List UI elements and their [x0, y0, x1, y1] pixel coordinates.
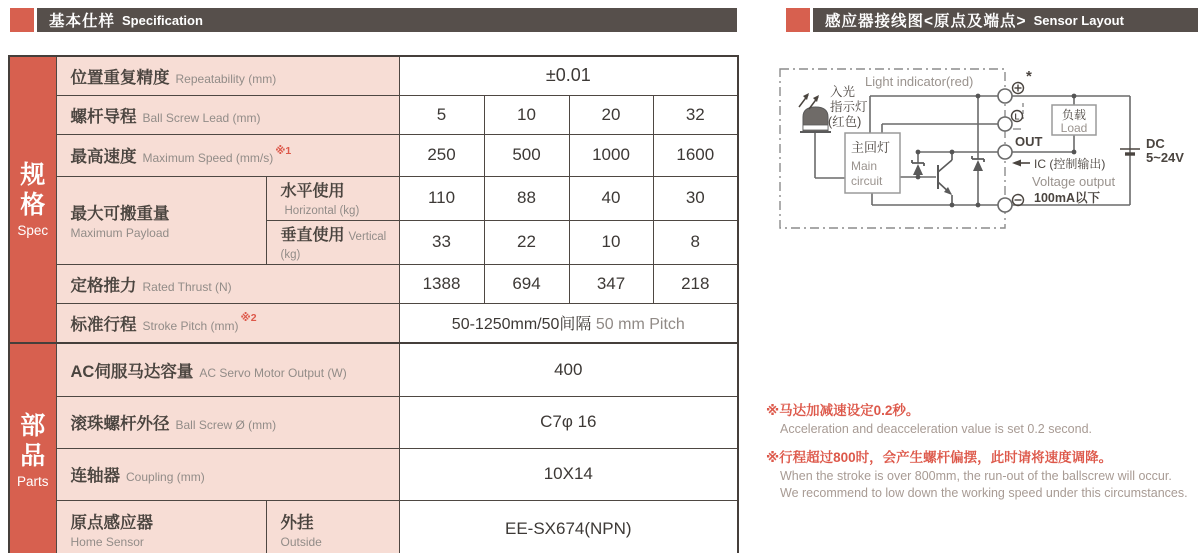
- svg-text:L: L: [1014, 112, 1020, 122]
- value-vertical-2: 10: [569, 220, 653, 264]
- row-rated-thrust: [9, 264, 738, 303]
- row-payload-horizontal: [9, 176, 738, 220]
- note-1-zh: ※马达加减速设定0.2秒。: [766, 403, 920, 418]
- value-speed-2: 1000: [569, 134, 653, 176]
- current-limit-label: 100mA以下: [1034, 191, 1100, 205]
- circle-minus-icon: [1013, 195, 1024, 206]
- row-max-speed: [9, 134, 738, 176]
- note-2: [766, 448, 1200, 501]
- load-zh: 负载: [1061, 108, 1087, 122]
- label-ball-screw-od: 滚珠螺杆外径 Ball Screw Ø (mm): [56, 396, 399, 448]
- value-speed-1: 500: [484, 134, 569, 176]
- row-coupling: [9, 448, 738, 500]
- main-circuit-en-1: Main: [851, 159, 878, 173]
- note-ref-1: ※1: [275, 144, 292, 157]
- circle-plus-icon: [1013, 83, 1024, 94]
- dc-label-2: 5~24V: [1146, 150, 1184, 165]
- section-parts: 部品 Parts: [9, 343, 56, 553]
- value-coupling: 10X14: [399, 448, 738, 500]
- value-horizontal-3: 30: [653, 176, 738, 220]
- value-motor-output: 400: [399, 343, 738, 396]
- value-lead-3: 32: [653, 95, 738, 134]
- asterisk-mark: *: [1026, 68, 1032, 85]
- value-lead-2: 20: [569, 95, 653, 134]
- value-thrust-1: 694: [484, 264, 569, 303]
- label-repeatability: 位置重复精度 Repeatability (mm): [56, 56, 399, 95]
- value-thrust-0: 1388: [399, 264, 484, 303]
- sensor-layout-title-en: Sensor Layout: [1033, 12, 1124, 28]
- note-1: [766, 401, 1200, 437]
- spec-table: [8, 55, 739, 553]
- specification-title-zh: 基本仕样: [49, 13, 116, 30]
- light-zh-3: (红色): [828, 115, 862, 129]
- label-home-sensor: 原点感应器 Home Sensor: [56, 500, 266, 553]
- red-square-icon: [786, 8, 810, 32]
- value-lead-1: 10: [484, 95, 569, 134]
- specification-header: [10, 8, 737, 32]
- value-horizontal-2: 40: [569, 176, 653, 220]
- note-ref-2: ※2: [240, 312, 257, 325]
- value-vertical-3: 8: [653, 220, 738, 264]
- value-thrust-3: 218: [653, 264, 738, 303]
- value-speed-3: 1600: [653, 134, 738, 176]
- label-ball-screw-lead: 螺杆导程 Ball Screw Lead (mm): [56, 95, 399, 134]
- label-stroke-pitch: 标准行程 Stroke Pitch (mm)$^{※2}$: [56, 303, 399, 343]
- row-ball-screw-od: [9, 396, 738, 448]
- load-en: Load: [1060, 121, 1088, 135]
- row-home-sensor: [9, 500, 738, 553]
- row-motor-output: [9, 343, 738, 396]
- specification-title-en: Specification: [122, 12, 203, 28]
- value-vertical-0: 33: [399, 220, 484, 264]
- out-terminal: [998, 145, 1012, 159]
- row-repeatability: [9, 56, 738, 95]
- value-speed-0: 250: [399, 134, 484, 176]
- ic-label: IC (控制输出): [1034, 157, 1106, 171]
- sensor-wiring-diagram: [770, 55, 1200, 252]
- dc-label-1: DC: [1146, 136, 1165, 151]
- zener-diode-icon: [912, 152, 924, 177]
- note-1-en: Acceleration and deacceleration value is set 0.2 second.: [780, 421, 1092, 436]
- footnotes: [766, 401, 1200, 513]
- label-coupling: 连轴器 Coupling (mm): [56, 448, 399, 500]
- label-horizontal: 水平使用Horizontal (kg): [266, 176, 399, 220]
- circle-l-icon: [1012, 111, 1023, 122]
- led-indicator-icon: [800, 107, 831, 132]
- transistor-symbol: [938, 152, 952, 205]
- sensor-layout-header: [786, 8, 1198, 32]
- value-home-sensor: EE-SX674(NPN): [399, 500, 738, 553]
- row-stroke-pitch: [9, 303, 738, 343]
- label-motor-output: AC伺服马达容量 AC Servo Motor Output (W): [56, 343, 399, 396]
- value-repeatability: ±0.01: [399, 56, 738, 95]
- minus-terminal: [998, 198, 1012, 212]
- value-ball-screw-od: C7φ 16: [399, 396, 738, 448]
- value-vertical-1: 22: [484, 220, 569, 264]
- light-indicator-label: Light indicator(red): [865, 74, 974, 89]
- section-spec: 规格 Spec: [9, 56, 56, 343]
- label-vertical: 垂直使用 Vertical (kg): [266, 220, 399, 264]
- label-max-speed: 最高速度 Maximum Speed (mm/s)$^{※1}$: [56, 134, 399, 176]
- red-square-icon: [10, 8, 34, 32]
- value-thrust-2: 347: [569, 264, 653, 303]
- out-label: OUT: [1015, 134, 1043, 149]
- ic-arrow-icon: [1012, 160, 1030, 167]
- note-2-en-2: We recommend to low down the working speed under this circumstances.: [780, 485, 1188, 500]
- light-zh-1: 入光: [830, 85, 856, 99]
- label-outside: 外挂 Outside: [266, 500, 399, 553]
- sensor-layout-title-zh: 感应器接线图<原点及端点>: [825, 13, 1027, 30]
- voltage-output-label: Voltage output: [1032, 174, 1116, 189]
- row-ball-screw-lead: [9, 95, 738, 134]
- value-stroke: 50-1250mm/50间隔 50 mm Pitch: [399, 303, 738, 343]
- light-zh-2: 指示灯: [830, 100, 868, 114]
- main-circuit-zh: 主回灯: [851, 140, 891, 155]
- l-terminal: [998, 117, 1012, 131]
- note-2-zh: ※行程超过800时，会产生螺杆偏摆，此时请将速度调降。: [766, 450, 1113, 466]
- zener-diode-icon: [972, 96, 984, 205]
- note-2-en-1: When the stroke is over 800mm, the run-out of the ballscrew will occur.: [780, 469, 1172, 483]
- plus-terminal: [998, 89, 1012, 103]
- value-horizontal-1: 88: [484, 176, 569, 220]
- value-horizontal-0: 110: [399, 176, 484, 220]
- label-max-payload: 最大可搬重量 Maximum Payload: [56, 176, 266, 264]
- main-circuit-en-2: circuit: [851, 174, 883, 188]
- value-lead-0: 5: [399, 95, 484, 134]
- label-rated-thrust: 定格推力 Rated Thrust (N): [56, 264, 399, 303]
